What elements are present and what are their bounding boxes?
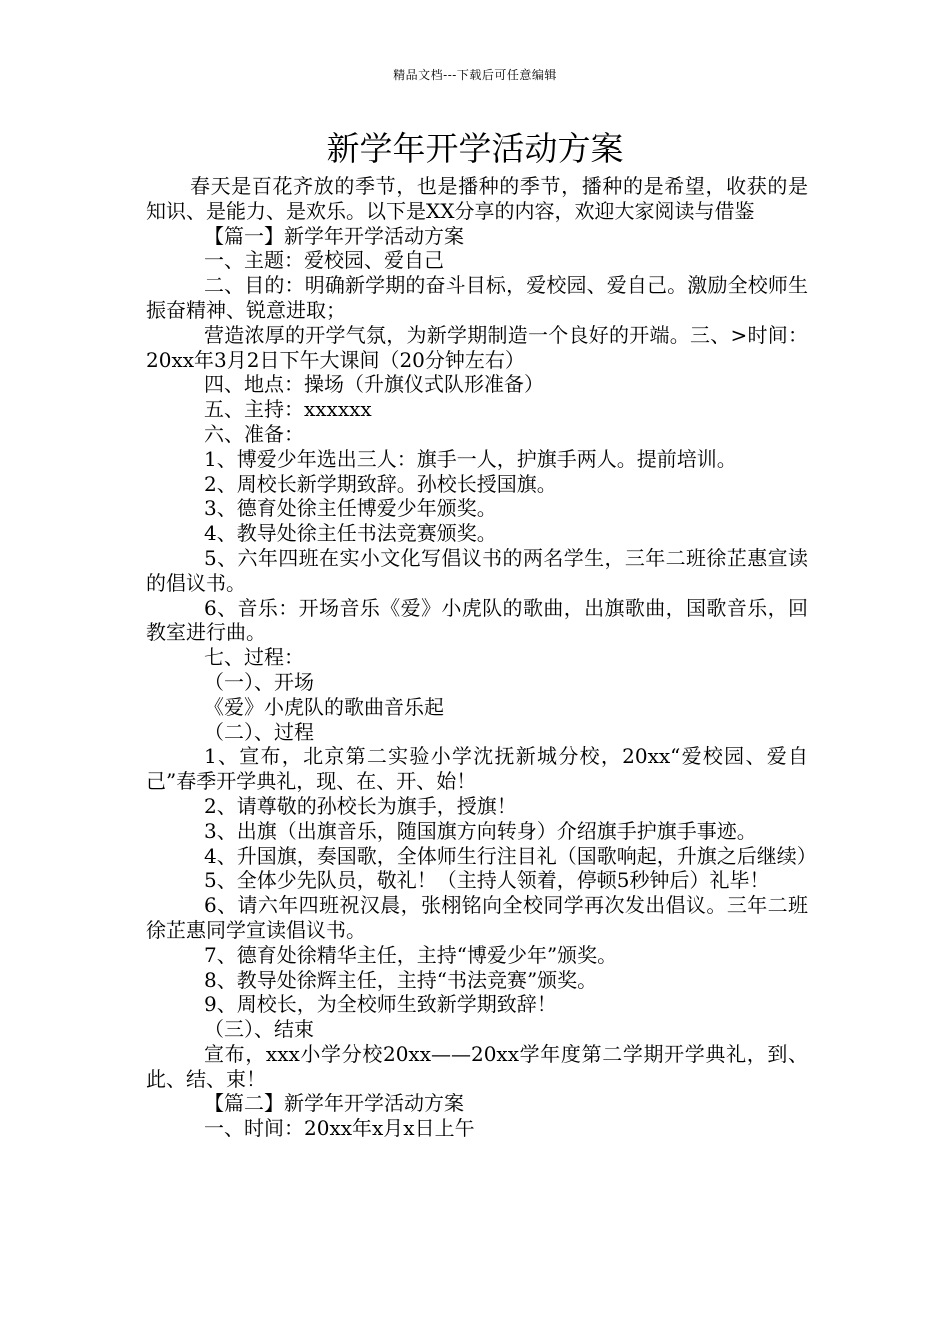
paragraph: 宣布，xxx小学分校20xx——20xx学年度第二学期开学典礼，到、此、结、束！ [146, 1041, 808, 1091]
paragraph: 1、宣布，北京第二实验小学沈抚新城分校，20xx“爱校园、爱自己”春季开学典礼，现、在、开、始！ [146, 744, 808, 794]
paragraph: 5、六年四班在实小文化写倡议书的两名学生，三年二班徐芷惠宣读的倡议书。 [146, 545, 808, 595]
paragraph: 【篇一】新学年开学活动方案 [204, 223, 464, 248]
paragraph: （二）、过程 [204, 719, 314, 744]
paragraph: （一）、开场 [204, 669, 314, 694]
paragraph: 《爱》小虎队的歌曲音乐起 [204, 694, 444, 719]
header-note: 精品文档---下载后可任意编辑 [393, 68, 557, 82]
paragraph: 营造浓厚的开学气氛，为新学期制造一个良好的开端。三、>时间：20xx年3月2日下午大课间（20分钟左右） [146, 322, 808, 372]
paragraph: 2、请尊敬的孙校长为旗手，授旗！ [204, 793, 517, 818]
paragraph: 6、请六年四班祝汉晨，张栩铭向全校同学再次发出倡议。三年二班徐芷惠同学宣读倡议书。 [146, 893, 808, 942]
paragraph: 1、博爱少年选出三人：旗手一人，护旗手两人。提前培训。 [204, 446, 737, 471]
paragraph: 8、教导处徐辉主任，主持“书法竞赛”颁奖。 [204, 967, 598, 992]
document-title: 新学年开学活动方案 [326, 129, 624, 168]
paragraph: 4、升国旗，奏国歌，全体师生行注目礼（国歌响起，升旗之后继续） [204, 843, 817, 868]
paragraph: 2、周校长新学期致辞。孙校长授国旗。 [204, 471, 557, 496]
paragraph: 五、主持：xxxxxx [204, 397, 372, 422]
paragraph: 3、德育处徐主任博爱少年颁奖。 [204, 496, 497, 521]
paragraph: 【篇二】新学年开学活动方案 [204, 1091, 464, 1116]
paragraph: 9、周校长，为全校师生致新学期致辞！ [204, 992, 557, 1017]
paragraph: 一、时间：20xx年x月x日上午 [204, 1116, 475, 1141]
paragraph: 6、音乐：开场音乐《爱》小虎队的歌曲，出旗歌曲，国歌音乐，回教室进行曲。 [146, 595, 808, 645]
paragraph: （三）、结束 [204, 1017, 314, 1042]
paragraph: 二、目的：明确新学期的奋斗目标，爱校园、爱自己。激励全校师生振奋精神、锐意进取； [146, 273, 808, 322]
document-body [146, 174, 817, 1141]
paragraph: 5、全体少先队员，敬礼！（主持人领着，停顿5秒钟后）礼毕！ [204, 868, 770, 893]
paragraph: 四、地点：操场（升旗仪式队形准备） [204, 372, 544, 397]
paragraph: 3、出旗（出旗音乐，随国旗方向转身）介绍旗手护旗手事迹。 [204, 818, 757, 843]
paragraph: 4、教导处徐主任书法竞赛颁奖。 [204, 521, 497, 546]
paragraph: 一、主题：爱校园、爱自己 [204, 248, 444, 273]
paragraph: 春天是百花齐放的季节，也是播种的季节，播种的是希望，收获的是知识、是能力、是欢乐。以下是XX分享的内容，欢迎大家阅读与借鉴 [146, 174, 808, 223]
paragraph: 7、德育处徐精华主任，主持“博爱少年”颁奖。 [204, 942, 618, 967]
paragraph: 六、准备： [204, 421, 304, 446]
paragraph: 七、过程： [204, 645, 304, 670]
